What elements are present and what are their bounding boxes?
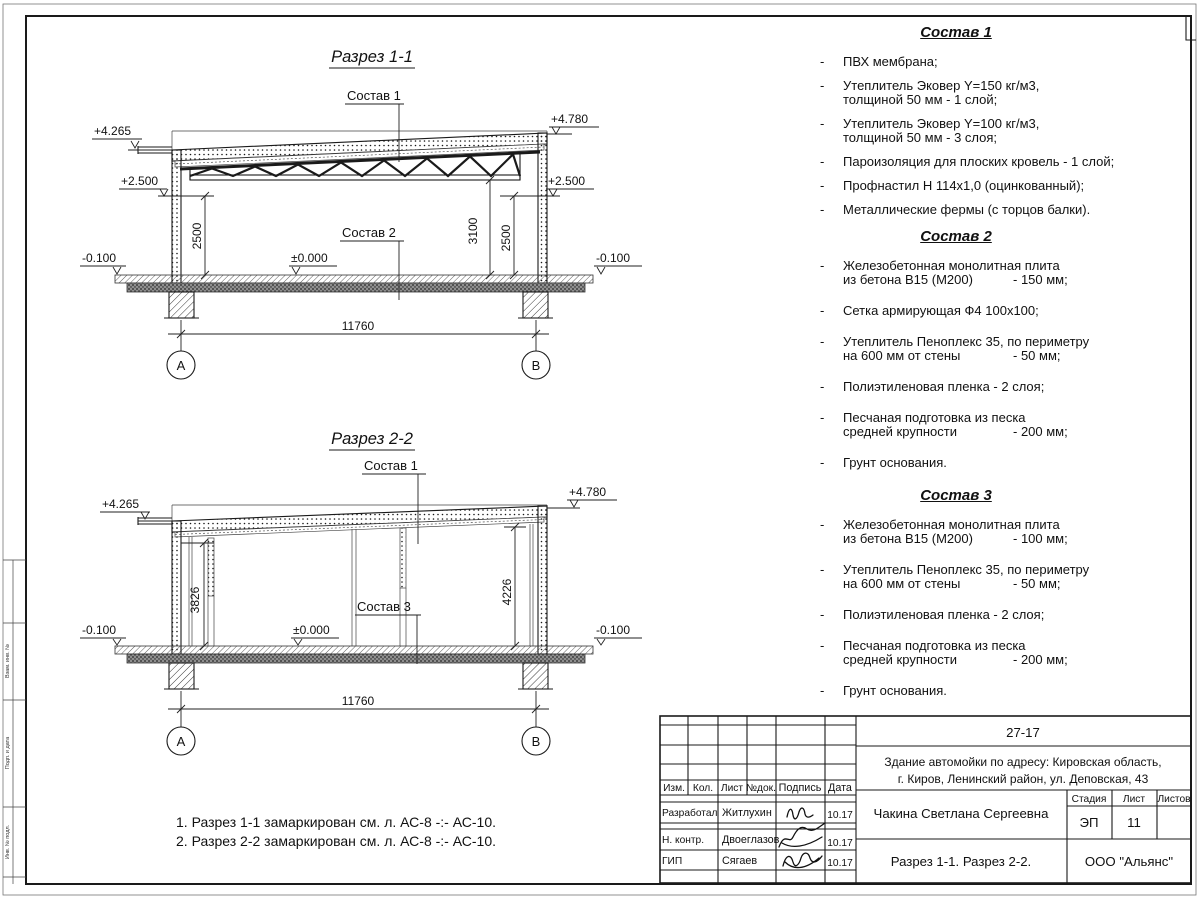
row-role: Н. контр. bbox=[662, 835, 705, 846]
spec-text: Утеплитель Пеноплекс 35, по периметру bbox=[843, 334, 1090, 349]
elevation-label: +4.265 bbox=[102, 497, 140, 511]
spec-text: Пароизоляция для плоских кровель - 1 слой; bbox=[843, 154, 1115, 169]
spec-item-line bbox=[790, 653, 1122, 667]
spec-text: толщиной 50 мм - 3 слоя; bbox=[843, 130, 998, 145]
spec-value: - 200 мм; bbox=[1013, 652, 1068, 667]
dimension-text: 4226 bbox=[500, 578, 514, 606]
spec-item bbox=[790, 304, 1122, 318]
stage-label: Стадия bbox=[1071, 794, 1107, 805]
spec-section bbox=[790, 487, 1122, 715]
spec-item-line bbox=[790, 131, 1122, 145]
spec-text: Профнастил Н 114х1,0 (оцинкованный); bbox=[843, 178, 1085, 193]
spec-section-title: Состав 1 bbox=[920, 24, 992, 41]
spec-item-line bbox=[790, 273, 1122, 287]
spec-value: - 50 мм; bbox=[1013, 348, 1061, 363]
list-dash: - bbox=[820, 258, 825, 273]
spec-text: Песчаная подготовка из песка bbox=[843, 410, 1026, 425]
spec-item-line bbox=[790, 577, 1122, 591]
spec-item bbox=[790, 456, 1122, 470]
spec-item bbox=[790, 639, 1122, 667]
spec-text: средней крупности bbox=[843, 424, 957, 439]
company-name: ООО "Альянс" bbox=[1084, 854, 1174, 869]
section-1-1 bbox=[80, 48, 642, 379]
elevation-label: +2.500 bbox=[121, 174, 159, 188]
list-dash: - bbox=[820, 154, 825, 169]
author-name: Чакина Светлана Сергеевна bbox=[873, 806, 1049, 821]
object-address: Здание автомойки по адресу: Кировская область, bbox=[884, 755, 1162, 769]
side-stamp-label: Подп. и дата bbox=[5, 736, 11, 770]
list-dash: - bbox=[820, 202, 825, 217]
floor-base bbox=[127, 654, 585, 663]
elevation-label: ±0.000 bbox=[293, 623, 330, 637]
notes bbox=[176, 813, 496, 851]
list-dash: - bbox=[820, 334, 825, 349]
spec-value: - 200 мм; bbox=[1013, 424, 1068, 439]
footing-left bbox=[169, 663, 194, 689]
spec-item bbox=[790, 380, 1122, 394]
wall-right bbox=[538, 506, 547, 654]
spec-item-line bbox=[790, 117, 1122, 131]
spec-value: - 150 мм; bbox=[1013, 272, 1068, 287]
section-title: Разрез 1-1 bbox=[331, 48, 413, 66]
span-dimension bbox=[167, 319, 550, 379]
col-label: Изм. bbox=[663, 783, 685, 794]
wall-left bbox=[172, 521, 181, 654]
floor-base bbox=[127, 283, 585, 292]
signature-razrabotal bbox=[787, 808, 813, 819]
spec-text: Металлические фермы (с торцов балки). bbox=[843, 202, 1091, 217]
spec-item-line bbox=[790, 335, 1122, 349]
spec-value: - 100 мм; bbox=[1013, 531, 1068, 546]
list-dash: - bbox=[820, 562, 825, 577]
footing-left bbox=[169, 292, 194, 318]
sheet-label: Лист bbox=[1122, 794, 1146, 805]
vertical-dimensions bbox=[181, 523, 526, 650]
spec-section bbox=[790, 24, 1122, 227]
elevation-marks bbox=[80, 485, 642, 645]
col-label: Лист bbox=[720, 783, 744, 794]
row-date: 10.17 bbox=[827, 810, 853, 821]
spec-text: толщиной 50 мм - 1 слой; bbox=[843, 92, 998, 107]
footing-right bbox=[523, 663, 548, 689]
spec-text: Грунт основания. bbox=[843, 455, 947, 470]
dimension-text: 11760 bbox=[341, 694, 375, 708]
spec-section-title: Состав 2 bbox=[920, 228, 992, 245]
spec-section-title: Состав 3 bbox=[920, 487, 992, 504]
spec-item-line bbox=[790, 563, 1122, 577]
side-stamp-label: Инв. № подл. bbox=[5, 824, 11, 860]
spec-item bbox=[790, 79, 1122, 107]
spec-text: средней крупности bbox=[843, 652, 957, 667]
interior-partitions bbox=[189, 524, 533, 646]
sheets-label: Листов bbox=[1157, 794, 1191, 805]
title-block bbox=[660, 716, 1191, 883]
spec-text: Утеплитель Эковер Y=100 кг/м3, bbox=[843, 116, 1040, 131]
footing-right bbox=[523, 292, 548, 318]
leader-label: Состав 1 bbox=[347, 88, 401, 103]
spec-item-line bbox=[790, 79, 1122, 93]
list-dash: - bbox=[820, 303, 825, 318]
spec-item bbox=[790, 411, 1122, 439]
row-name: Житлухин bbox=[722, 807, 772, 819]
elevation-label: -0.100 bbox=[596, 251, 631, 265]
spec-item bbox=[790, 155, 1122, 169]
spec-item-line bbox=[790, 304, 1122, 318]
list-dash: - bbox=[820, 517, 825, 532]
spec-text: Полиэтиленовая пленка - 2 слоя; bbox=[843, 379, 1045, 394]
row-date: 10.17 bbox=[827, 838, 853, 849]
wall-left bbox=[172, 150, 181, 283]
floor-slab bbox=[115, 275, 593, 283]
doc-number: 27-17 bbox=[1006, 725, 1040, 740]
spec-section bbox=[790, 228, 1122, 487]
spec-item bbox=[790, 608, 1122, 622]
axis-label: А bbox=[176, 358, 186, 373]
elevation-marks bbox=[80, 112, 642, 274]
spec-text: Железобетонная монолитная плита bbox=[843, 258, 1060, 273]
spec-item-line bbox=[790, 155, 1122, 169]
spec-item bbox=[790, 518, 1122, 546]
spec-item-line bbox=[790, 639, 1122, 653]
leader-label: Состав 3 bbox=[357, 599, 411, 614]
spec-item-line bbox=[790, 684, 1122, 698]
list-dash: - bbox=[820, 379, 825, 394]
leader-label: Состав 2 bbox=[342, 225, 396, 240]
side-stamp-label: Взам. инв. № bbox=[5, 643, 11, 679]
spec-text: Железобетонная монолитная плита bbox=[843, 517, 1060, 532]
spec-item-line bbox=[790, 259, 1122, 273]
list-dash: - bbox=[820, 78, 825, 93]
elevation-label: -0.100 bbox=[596, 623, 631, 637]
spec-value: - 50 мм; bbox=[1013, 576, 1061, 591]
elevation-label: ±0.000 bbox=[291, 251, 328, 265]
spec-text: Утеплитель Эковер Y=150 кг/м3, bbox=[843, 78, 1040, 93]
row-name: Сягаев bbox=[722, 855, 758, 867]
elevation-label: -0.100 bbox=[82, 251, 117, 265]
spec-item bbox=[790, 203, 1122, 217]
list-dash: - bbox=[820, 455, 825, 470]
elevation-label: -0.100 bbox=[82, 623, 117, 637]
note-line: 2. Разрез 2-2 замаркирован см. л. АС-8 -:- АС-10. bbox=[176, 833, 496, 849]
elevation-label: +4.780 bbox=[551, 112, 589, 126]
spec-text: ПВХ мембрана; bbox=[843, 54, 938, 69]
spec-item-line bbox=[790, 608, 1122, 622]
spec-text: из бетона В15 (М200) bbox=[843, 272, 973, 287]
spec-text: из бетона В15 (М200) bbox=[843, 531, 973, 546]
row-role: ГИП bbox=[662, 856, 683, 867]
list-dash: - bbox=[820, 178, 825, 193]
row-role: Разработал bbox=[662, 808, 718, 819]
section-title: Разрез 2-2 bbox=[331, 430, 413, 448]
section-2-2 bbox=[80, 430, 642, 755]
list-dash: - bbox=[820, 638, 825, 653]
spec-text: Сетка армирующая Ф4 100х100; bbox=[843, 303, 1039, 318]
sheet-title: Разрез 1-1. Разрез 2-2. bbox=[890, 854, 1032, 869]
dimension-text: 2500 bbox=[190, 222, 204, 250]
leader-sostav1 bbox=[362, 458, 426, 544]
signature-nkontr bbox=[779, 823, 825, 847]
col-label: Подпись bbox=[778, 782, 822, 794]
row-name: Двоеглазов bbox=[722, 834, 780, 846]
dimension-text: 2500 bbox=[499, 224, 513, 252]
spec-item-line bbox=[790, 55, 1122, 69]
floor-slab bbox=[115, 646, 593, 654]
col-label: Дата bbox=[828, 782, 852, 794]
list-dash: - bbox=[820, 410, 825, 425]
list-dash: - bbox=[820, 116, 825, 131]
sheet-number: 11 bbox=[1127, 815, 1141, 830]
spec-item-line bbox=[790, 380, 1122, 394]
note-line: 1. Разрез 1-1 замаркирован см. л. АС-8 -:- АС-10. bbox=[176, 814, 496, 830]
list-dash: - bbox=[820, 54, 825, 69]
row-date: 10.17 bbox=[827, 858, 853, 869]
object-address: г. Киров, Ленинский район, ул. Деповская, 43 bbox=[897, 772, 1149, 786]
spec-item-line bbox=[790, 179, 1122, 193]
axis-label: А bbox=[176, 734, 186, 749]
leader-label: Состав 1 bbox=[364, 458, 418, 473]
spec-item bbox=[790, 55, 1122, 69]
spec-item bbox=[790, 117, 1122, 145]
spec-item-line bbox=[790, 93, 1122, 107]
spec-item-line bbox=[790, 203, 1122, 217]
signature-rows bbox=[662, 807, 853, 869]
spec-item-line bbox=[790, 532, 1122, 546]
axis-label: В bbox=[531, 358, 541, 373]
spec-text: Полиэтиленовая пленка - 2 слоя; bbox=[843, 607, 1045, 622]
spec-item-line bbox=[790, 518, 1122, 532]
spec-item-line bbox=[790, 349, 1122, 363]
spec-text: Песчаная подготовка из песка bbox=[843, 638, 1026, 653]
spec-text: Грунт основания. bbox=[843, 683, 947, 698]
side-stamp bbox=[3, 560, 26, 884]
list-dash: - bbox=[820, 683, 825, 698]
signature-gip bbox=[783, 853, 822, 867]
spec-item bbox=[790, 259, 1122, 287]
span-dimension bbox=[167, 691, 550, 755]
spec-item bbox=[790, 684, 1122, 698]
spec-text: на 600 мм от стены bbox=[843, 348, 961, 363]
axis-label: В bbox=[531, 734, 541, 749]
dimension-text: 3100 bbox=[466, 217, 480, 245]
revision-header bbox=[663, 782, 852, 794]
spec-item-line bbox=[790, 411, 1122, 425]
col-label: Кол. bbox=[692, 783, 714, 794]
spec-item-line bbox=[790, 456, 1122, 470]
spec-item-line bbox=[790, 425, 1122, 439]
spec-item bbox=[790, 335, 1122, 363]
list-dash: - bbox=[820, 607, 825, 622]
spec-text: на 600 мм от стены bbox=[843, 576, 961, 591]
dimension-text: 11760 bbox=[341, 319, 375, 333]
spec-item bbox=[790, 563, 1122, 591]
stage-value: ЭП bbox=[1079, 815, 1099, 830]
dimension-text: 3826 bbox=[188, 586, 202, 614]
spec-text: Утеплитель Пеноплекс 35, по периметру bbox=[843, 562, 1090, 577]
col-label: №док. bbox=[746, 783, 776, 794]
wall-right bbox=[538, 133, 547, 283]
elevation-label: +4.265 bbox=[94, 124, 132, 138]
spec-item bbox=[790, 179, 1122, 193]
elevation-label: +4.780 bbox=[569, 485, 607, 499]
elevation-label: +2.500 bbox=[548, 174, 586, 188]
